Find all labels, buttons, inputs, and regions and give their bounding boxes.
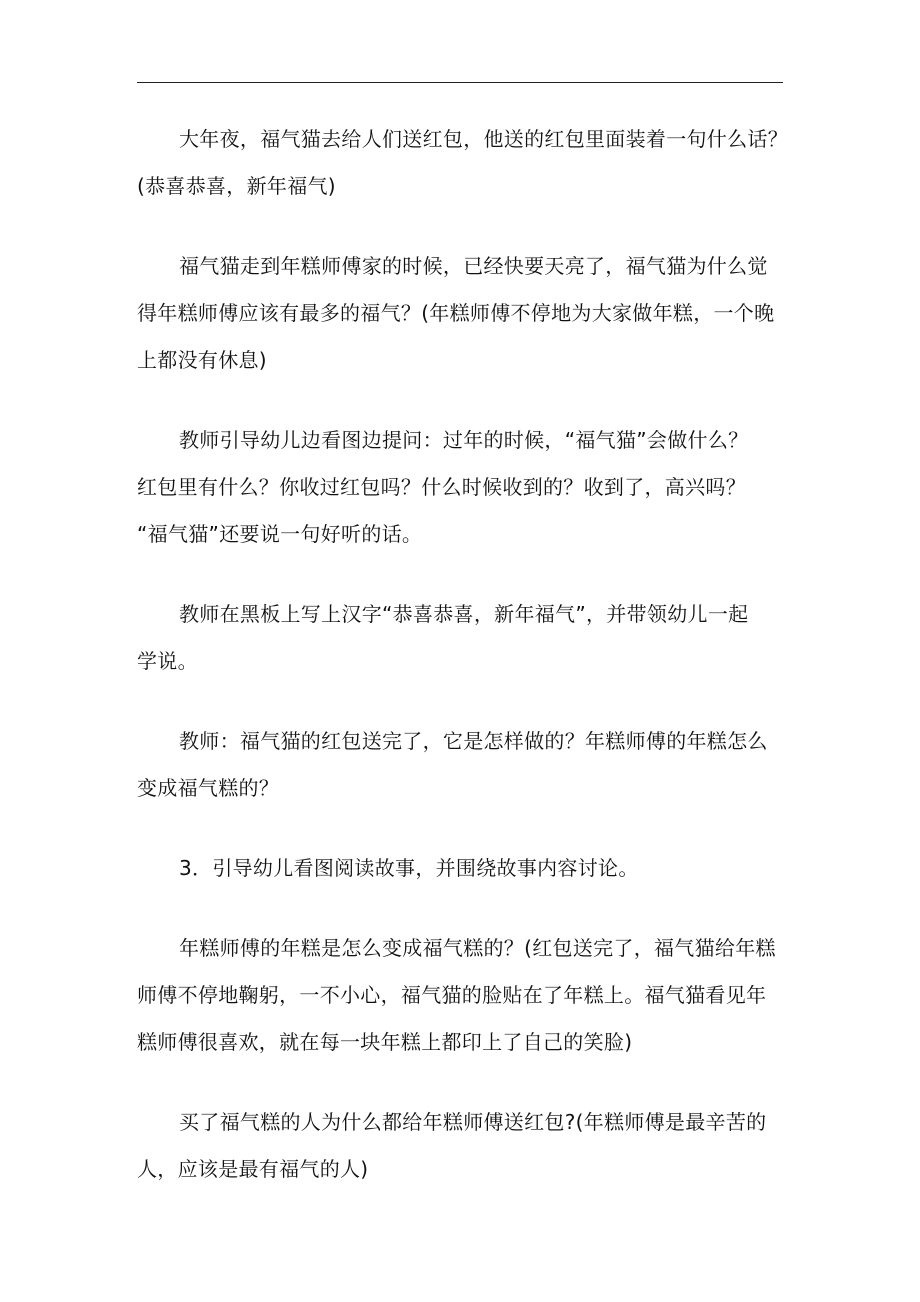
paragraph-fortune-cake: [137, 925, 787, 1066]
paragraph-line: 师傅不停地鞠躬，一不小心，福气猫的脸贴在了年糕上。福气猫看见年: [137, 983, 767, 1007]
paragraph-step-3: [137, 845, 787, 892]
header-rule: [137, 82, 783, 83]
paragraph-line: 教师在黑板上写上汉字“恭喜恭喜，新年福气”，并带领幼儿一起: [179, 602, 749, 626]
paragraph-blackboard: [137, 591, 787, 685]
paragraph-line: 上都没有休息): [137, 348, 267, 372]
paragraph-line: 变成福气糕的？: [137, 776, 280, 800]
paragraph-line: 教师引导幼儿边看图边提问：过年的时候，“福气猫”会做什么？: [179, 428, 749, 452]
paragraph-line: 福气猫走到年糕师傅家的时候，已经快要天亮了，福气猫为什么觉: [179, 254, 768, 278]
paragraph-line: 教师：福气猫的红包送完了，它是怎样做的？年糕师傅的年糕怎么: [179, 729, 768, 753]
paragraph-teacher-red-envelope: [137, 718, 787, 812]
paragraph-red-envelope-question: [137, 116, 787, 210]
paragraph-line: 买了福气糕的人为什么都给年糕师傅送红包?(年糕师傅是最辛苦的: [179, 1110, 767, 1134]
paragraph-line: 得年糕师傅应该有最多的福气？(年糕师傅不停地为大家做年糕，一个晚: [137, 301, 775, 325]
paragraph-line: 3．引导幼儿看图阅读故事，并围绕故事内容讨论。: [179, 856, 639, 880]
paragraph-line: “福气猫”还要说一句好听的话。: [137, 522, 423, 546]
document-body: [137, 116, 787, 1226]
paragraph-nian-gao-master: [137, 243, 787, 384]
paragraph-teacher-questions: [137, 417, 787, 558]
paragraph-line: 糕师傅很喜欢，就在每一块年糕上都印上了自己的笑脸): [137, 1030, 633, 1054]
paragraph-line: 人，应该是最有福气的人): [137, 1157, 369, 1181]
paragraph-buyers-red-envelope: [137, 1099, 787, 1193]
paragraph-line: 红包里有什么？你收过红包吗？什么时候收到的？收到了，高兴吗？: [137, 475, 746, 499]
paragraph-line: 年糕师傅的年糕是怎么变成福气糕的？(红包送完了，福气猫给年糕: [179, 936, 776, 960]
paragraph-line: 学说。: [137, 649, 198, 673]
paragraph-line: 大年夜，福气猫去给人们送红包，他送的红包里面装着一句什么话？: [179, 127, 788, 151]
paragraph-line: (恭喜恭喜，新年福气): [137, 174, 336, 198]
